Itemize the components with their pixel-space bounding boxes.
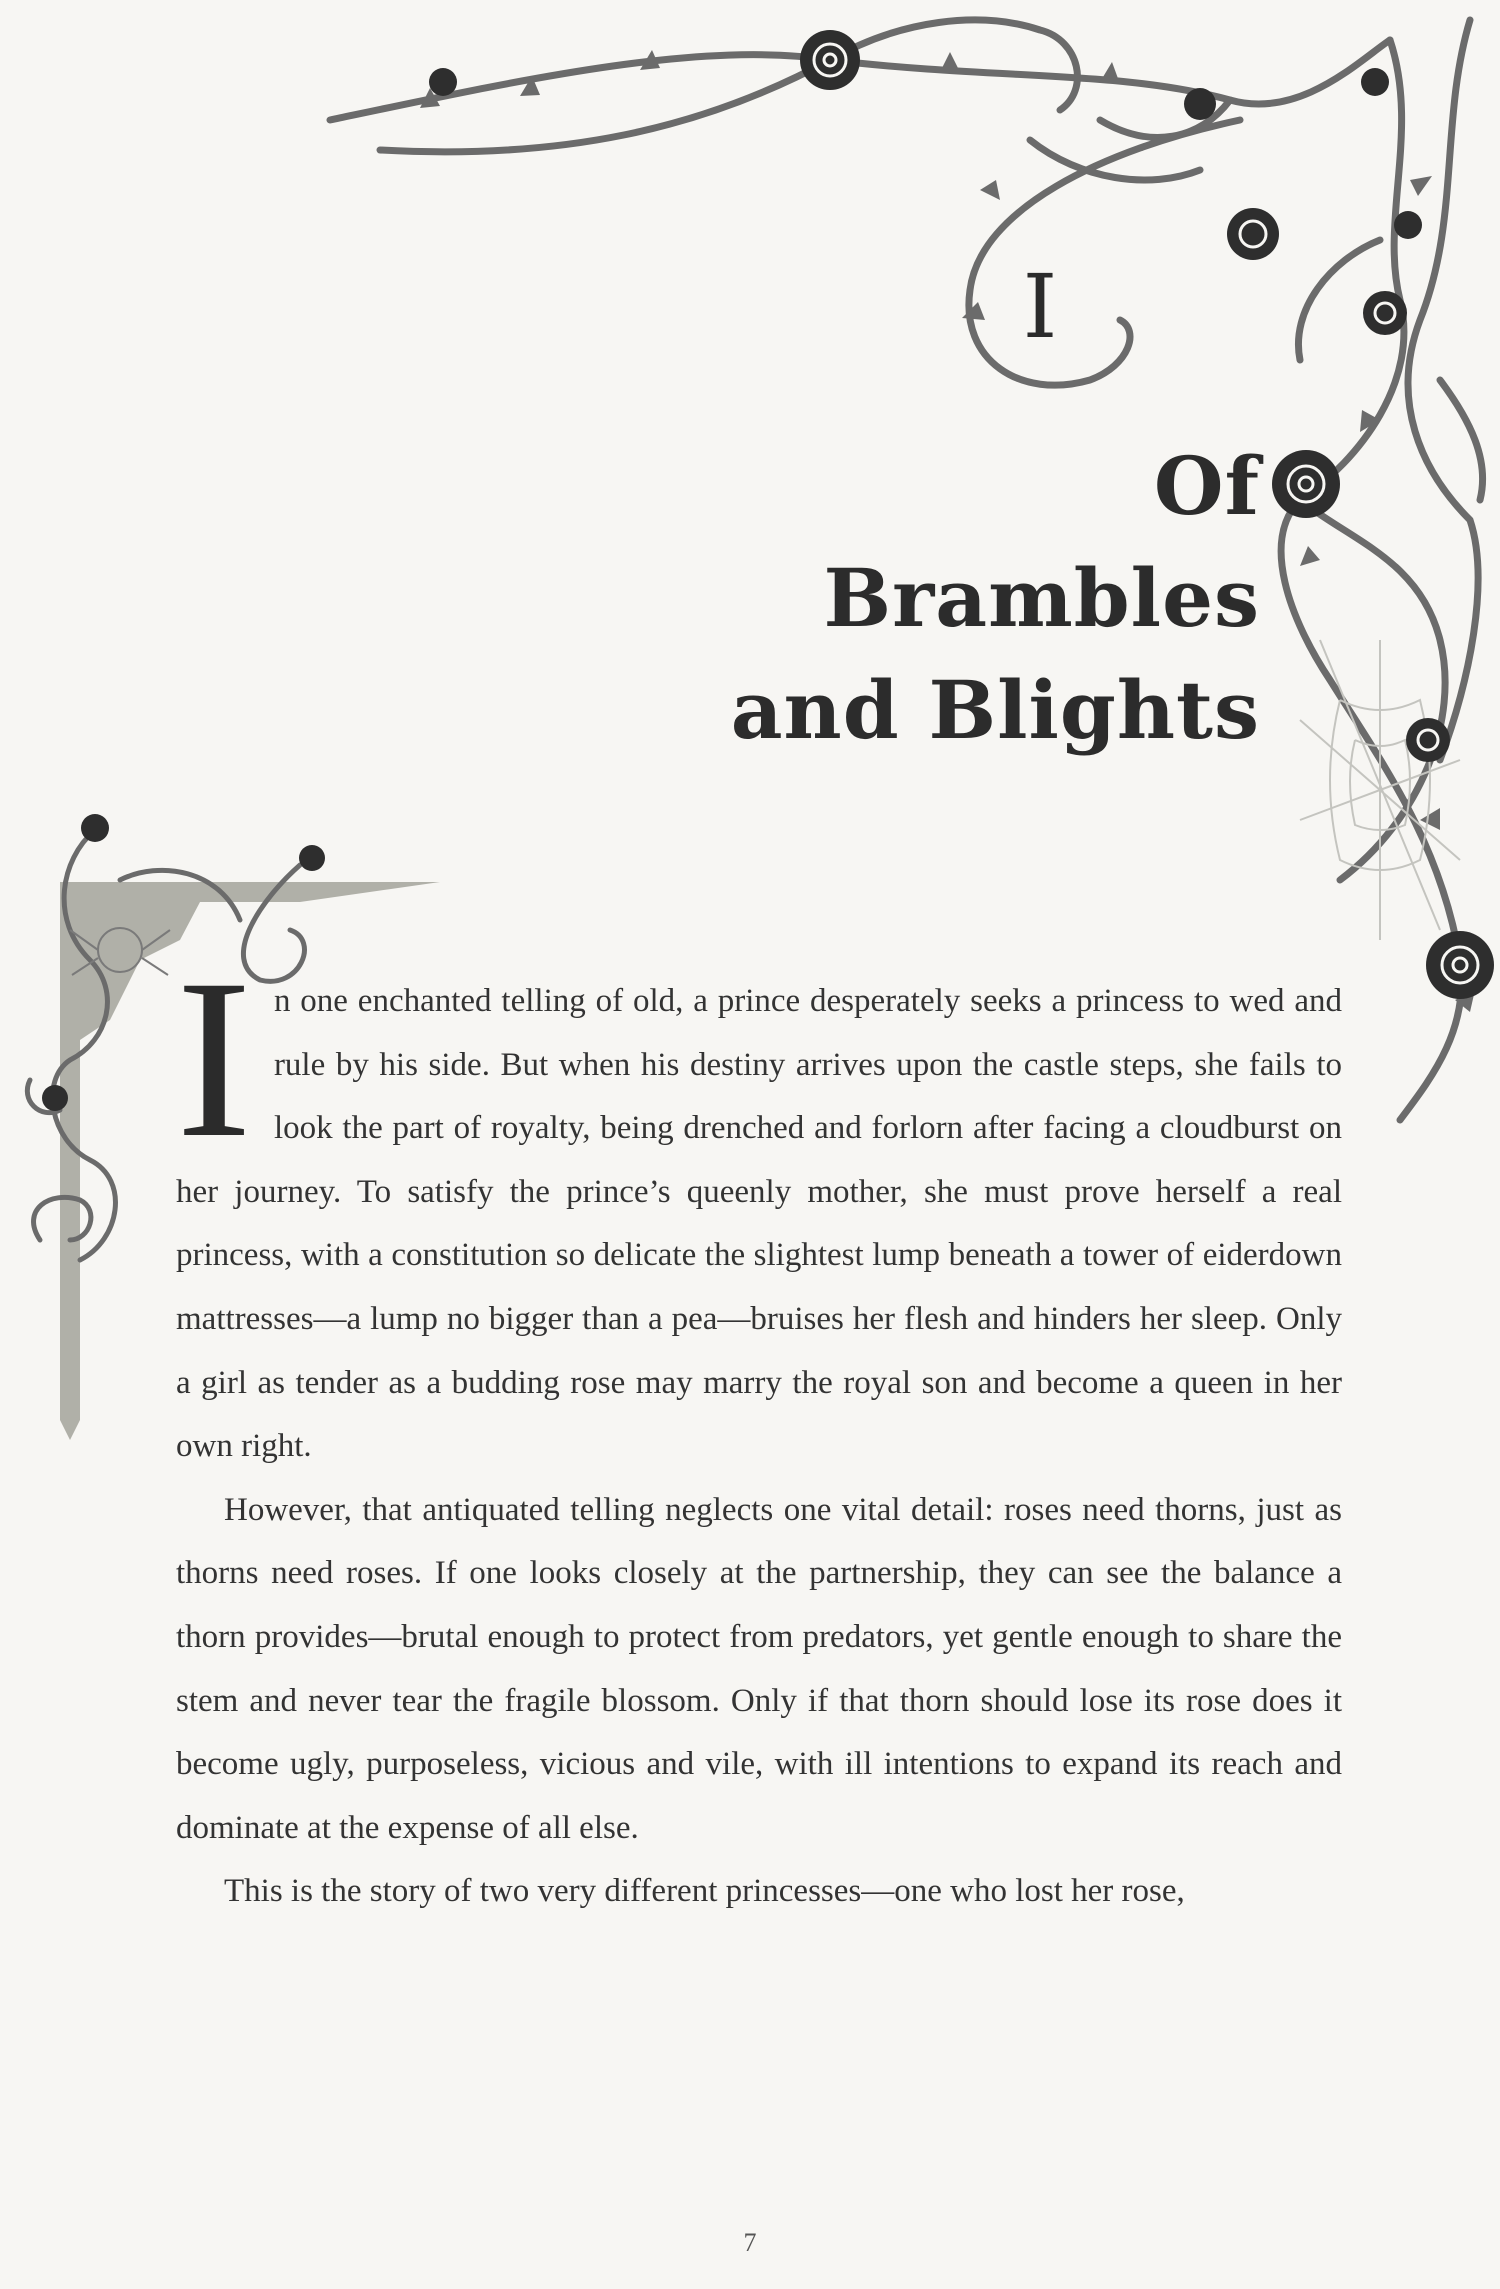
- paragraph-3: This is the story of two very different princesses—one who lost her rose,: [224, 1873, 1185, 1910]
- body-text: [176, 933, 1342, 1924]
- paragraph-1-text: n one enchanted telling of old, a prince desperately seeks a princess to wed and rule by his side. But when his destiny arrives upon the castle steps, she fails to look the part of royalty, being drenched and forlorn after facing a cloudburst on her journey. To satisfy the prince’s queenly mother, she must prove herself a real princess, with a constitution so delicate the slightest lump beneath a tower of eiderdown mattresses—a lump no bigger than a pea—bruises her flesh and hinders her sleep. Only a girl as tender as a budding rose may marry the royal son and become a queen in her own right.: [176, 983, 1342, 1465]
- page-number: 7: [743, 2228, 757, 2257]
- paragraph-1: [176, 933, 1342, 1479]
- chapter-title-line-2: and Blights: [730, 663, 1260, 757]
- chapter-title-line-1: Of Brambles: [823, 439, 1260, 645]
- chapter-number: I: [1022, 255, 1058, 358]
- chapter-title: [700, 430, 1260, 766]
- paragraph-2: However, that antiquated telling neglects one vital detail: roses need thorns, just as thorns need roses. If one looks closely at the partnership, they can see the balance a thorn provides—brutal enough to protect from predators, yet gentle enough to share the stem and never tear the fragile blossom. Only if that thorn should lose its rose does it become ugly, purposeless, vicious and vile, with ill intentions to expand its reach and dominate at the expense of all else.: [176, 1491, 1342, 1846]
- drop-cap: I: [176, 933, 252, 1185]
